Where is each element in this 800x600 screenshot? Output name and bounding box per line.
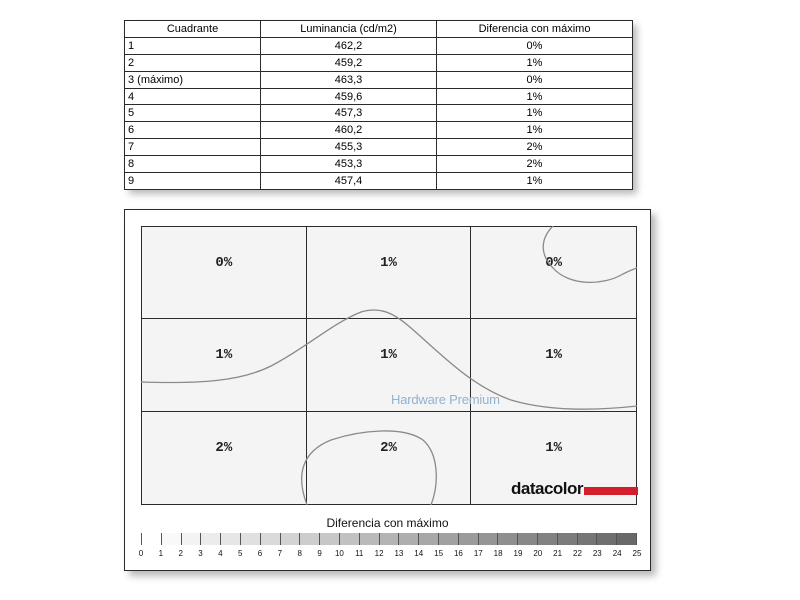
cell-cuadrante: 9 bbox=[125, 173, 261, 190]
luminance-table-card bbox=[124, 20, 632, 189]
scale-tick-label: 9 bbox=[317, 549, 322, 558]
table-row bbox=[125, 54, 633, 71]
scale-swatch bbox=[359, 533, 379, 545]
scale-tick-label: 1 bbox=[158, 549, 164, 558]
scale-tick-label: 23 bbox=[592, 549, 602, 558]
table-row bbox=[125, 156, 633, 173]
scale-swatch bbox=[478, 533, 498, 545]
cell-diferencia: 0% bbox=[437, 71, 633, 88]
cell-luminancia: 463,3 bbox=[261, 71, 437, 88]
cell-luminancia: 459,6 bbox=[261, 88, 437, 105]
heatmap-cell-label: 1% bbox=[545, 439, 563, 456]
scale-swatch bbox=[260, 533, 280, 545]
cell-diferencia: 0% bbox=[437, 37, 633, 54]
scale-swatch bbox=[319, 533, 339, 545]
table-row bbox=[125, 139, 633, 156]
header-diferencia: Diferencia con máximo bbox=[437, 21, 633, 38]
scale-tick-label: 7 bbox=[277, 549, 283, 558]
scale-tick-label: 16 bbox=[453, 549, 463, 558]
scale-tick-label: 15 bbox=[434, 549, 444, 558]
cell-cuadrante: 7 bbox=[125, 139, 261, 156]
cell-luminancia: 457,4 bbox=[261, 173, 437, 190]
table-header-row bbox=[125, 21, 633, 38]
cell-diferencia: 1% bbox=[437, 54, 633, 71]
uniformity-grid bbox=[141, 226, 637, 505]
table-row bbox=[125, 88, 633, 105]
scale-swatch bbox=[458, 533, 478, 545]
cell-cuadrante: 5 bbox=[125, 105, 261, 122]
heatmap-cell-4 bbox=[142, 319, 307, 411]
scale-swatch bbox=[220, 533, 240, 545]
scale-swatch bbox=[379, 533, 399, 545]
scale-tick-label: 5 bbox=[237, 549, 243, 558]
scale-tick-label: 11 bbox=[355, 549, 364, 558]
scale-title: Diferencia con máximo bbox=[326, 516, 449, 530]
heatmap-cell-label: 1% bbox=[380, 255, 397, 271]
scale-tick-label: 3 bbox=[198, 549, 203, 558]
heatmap-cell-7 bbox=[142, 412, 307, 504]
heatmap-cell-label: 1% bbox=[380, 347, 397, 364]
color-scale-bar bbox=[141, 533, 637, 545]
table-row bbox=[125, 37, 633, 54]
cell-diferencia: 2% bbox=[437, 139, 633, 156]
scale-swatch bbox=[141, 533, 161, 545]
uniformity-grid-area bbox=[141, 226, 637, 505]
datacolor-logo-text: datacolor bbox=[511, 479, 584, 498]
cell-luminancia: 462,2 bbox=[261, 37, 437, 54]
heatmap-cell-label: 0% bbox=[215, 255, 233, 271]
scale-tick-label: 14 bbox=[414, 549, 424, 558]
heatmap-cell-label: 0% bbox=[545, 255, 563, 271]
header-cuadrante: Cuadrante bbox=[125, 21, 261, 38]
cell-luminancia: 457,3 bbox=[261, 105, 437, 122]
scale-swatch bbox=[161, 533, 181, 545]
scale-swatch bbox=[280, 533, 300, 545]
color-scale-labels bbox=[138, 549, 642, 561]
cell-cuadrante: 1 bbox=[125, 37, 261, 54]
datacolor-logo bbox=[511, 479, 638, 499]
scale-tick-label: 18 bbox=[493, 549, 503, 558]
scale-tick-label: 12 bbox=[374, 549, 384, 558]
scale-tick-label: 10 bbox=[334, 549, 344, 558]
heatmap-cell-2 bbox=[307, 227, 472, 319]
cell-cuadrante: 2 bbox=[125, 54, 261, 71]
cell-cuadrante: 3 (máximo) bbox=[125, 71, 261, 88]
cell-diferencia: 1% bbox=[437, 122, 633, 139]
scale-swatch bbox=[299, 533, 319, 545]
cell-luminancia: 455,3 bbox=[261, 139, 437, 156]
heatmap-cell-label: 1% bbox=[215, 347, 233, 364]
cell-luminancia: 459,2 bbox=[261, 54, 437, 71]
table-row bbox=[125, 105, 633, 122]
scale-tick-label: 19 bbox=[513, 549, 523, 558]
scale-swatch bbox=[200, 533, 220, 545]
watermark-hardware-premium: Hardware Premium bbox=[391, 392, 500, 407]
cell-luminancia: 453,3 bbox=[261, 156, 437, 173]
scale-tick-label: 13 bbox=[394, 549, 404, 558]
scale-swatch bbox=[577, 533, 597, 545]
scale-swatch bbox=[181, 533, 201, 545]
cell-diferencia: 2% bbox=[437, 156, 633, 173]
scale-swatch bbox=[398, 533, 418, 545]
uniformity-map-card bbox=[124, 209, 651, 571]
scale-swatch bbox=[497, 533, 517, 545]
scale-swatch bbox=[557, 533, 577, 545]
scale-swatch bbox=[438, 533, 458, 545]
scale-swatch bbox=[418, 533, 438, 545]
scale-tick-label: 0 bbox=[138, 549, 144, 558]
scale-swatch bbox=[596, 533, 616, 545]
scale-tick-label: 4 bbox=[218, 549, 223, 558]
scale-tick-label: 25 bbox=[632, 549, 642, 558]
table-row bbox=[125, 173, 633, 190]
luminance-table bbox=[124, 20, 633, 190]
scale-tick-label: 6 bbox=[257, 549, 263, 558]
table-row bbox=[125, 122, 633, 139]
scale-tick-label: 8 bbox=[297, 549, 302, 558]
scale-tick-label: 24 bbox=[612, 549, 622, 558]
scale-tick-label: 22 bbox=[573, 549, 582, 558]
cell-diferencia: 1% bbox=[437, 88, 633, 105]
heatmap-cell-3 bbox=[471, 227, 636, 319]
heatmap-cell-label: 2% bbox=[215, 439, 233, 456]
heatmap-cell-label: 1% bbox=[545, 347, 563, 364]
scale-swatch bbox=[240, 533, 260, 545]
scale-tick-label: 21 bbox=[553, 549, 563, 558]
cell-diferencia: 1% bbox=[437, 105, 633, 122]
cell-luminancia: 460,2 bbox=[261, 122, 437, 139]
heatmap-cell-8 bbox=[307, 412, 472, 504]
cell-cuadrante: 6 bbox=[125, 122, 261, 139]
cell-cuadrante: 8 bbox=[125, 156, 261, 173]
heatmap-cell-label: 2% bbox=[380, 439, 397, 456]
scale-tick-label: 2 bbox=[178, 549, 183, 558]
scale-tick-label: 20 bbox=[533, 549, 543, 558]
scale-swatch bbox=[537, 533, 557, 545]
scale-swatch bbox=[517, 533, 537, 545]
scale-swatch bbox=[339, 533, 359, 545]
heatmap-cell-1 bbox=[142, 227, 307, 319]
datacolor-logo-bar bbox=[584, 487, 638, 495]
table-row bbox=[125, 71, 633, 88]
cell-diferencia: 1% bbox=[437, 173, 633, 190]
scale-tick-label: 17 bbox=[473, 549, 483, 558]
cell-cuadrante: 4 bbox=[125, 88, 261, 105]
scale-swatch bbox=[616, 533, 637, 545]
header-luminancia: Luminancia (cd/m2) bbox=[261, 21, 437, 38]
